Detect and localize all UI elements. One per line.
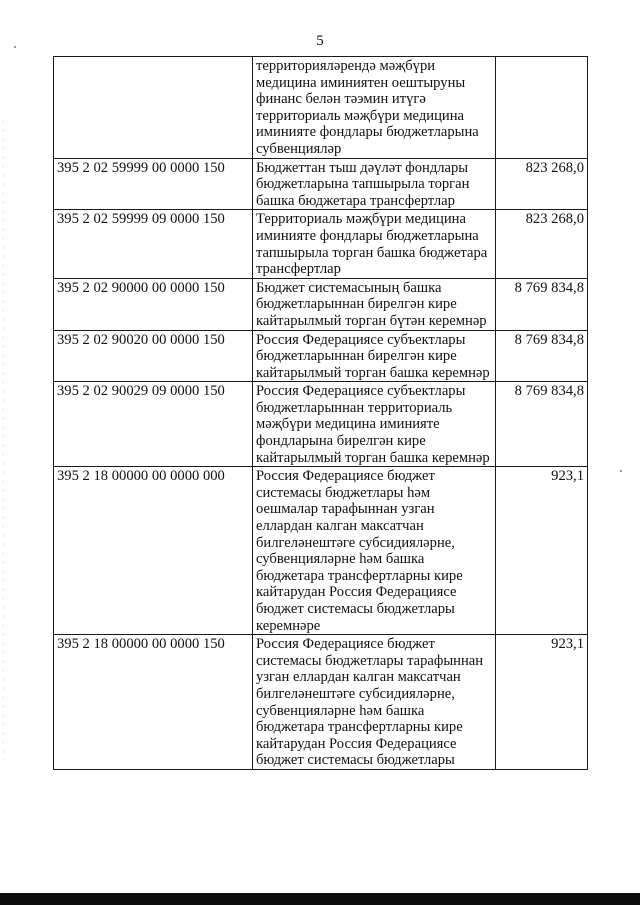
table-row xyxy=(54,278,588,330)
budget-code-cell: 395 2 18 00000 00 0000 000 xyxy=(54,467,253,635)
revenue-name-cell: Территориаль мәҗбүри медицина иминияте фондлары бюджетларына тапшырыла торган башка бюджетара трансфертлар xyxy=(253,210,496,278)
scan-bottom-border xyxy=(0,893,640,905)
amount-cell xyxy=(496,57,588,159)
revenue-name-cell: территорияләрендә мәҗбүри медицина иминиятен оештыруны финанс белән тәэмин итүгә территориаль мәҗбүри медицина иминияте фондлары бюджетларына субвенцияләр xyxy=(253,57,496,159)
table-row xyxy=(54,158,588,210)
amount-cell: 923,1 xyxy=(496,467,588,635)
table-row xyxy=(54,467,588,635)
revenue-name-cell: Россия Федерациясе субъектлары бюджетларыннан территориаль мәҗбүри медицина иминияте фондларына бирелгән кире кайтарылмый торган башка керемнәр xyxy=(253,382,496,467)
amount-cell: 923,1 xyxy=(496,635,588,770)
budget-code-cell: 395 2 18 00000 00 0000 150 xyxy=(54,635,253,770)
table-row xyxy=(54,330,588,382)
budget-code-cell xyxy=(54,57,253,159)
revenue-name-cell: Россия Федерациясе бюджет системасы бюджетлары тарафыннан узган еллардан калган максатчан билгеләнештәге субсидияләрне, субвенцияләрне һәм башка бюджетара трансфертларны кире кайтарудан Россия Федерациясе бюджет системасы бюджетлары xyxy=(253,635,496,770)
scan-edge-artifact xyxy=(3,120,4,760)
budget-code-cell: 395 2 02 90000 00 0000 150 xyxy=(54,278,253,330)
amount-cell: 8 769 834,8 xyxy=(496,330,588,382)
scan-speck xyxy=(620,470,622,472)
budget-code-cell: 395 2 02 59999 09 0000 150 xyxy=(54,210,253,278)
table-row xyxy=(54,210,588,278)
table-row xyxy=(54,57,588,159)
budget-revenue-table xyxy=(53,56,588,770)
revenue-name-cell: Бюджеттан тыш дәүләт фондлары бюджетларына тапшырыла торган башка бюджетара трансфертлар xyxy=(253,158,496,210)
budget-code-cell: 395 2 02 90020 00 0000 150 xyxy=(54,330,253,382)
budget-code-cell: 395 2 02 90029 09 0000 150 xyxy=(54,382,253,467)
table-row xyxy=(54,382,588,467)
table-row xyxy=(54,635,588,770)
page-number: 5 xyxy=(316,33,324,49)
revenue-name-cell: Россия Федерациясе бюджет системасы бюджетлары һәм оешмалар тарафыннан узган еллардан калган максатчан билгеләнештәге субсидияләрне, субвенцияләрне һәм башка бюджетара трансфертларны кире кайтарудан Россия Федерациясе бюджет системасы бюджетлары керемнәре xyxy=(253,467,496,635)
amount-cell: 823 268,0 xyxy=(496,210,588,278)
amount-cell: 8 769 834,8 xyxy=(496,278,588,330)
budget-code-cell: 395 2 02 59999 00 0000 150 xyxy=(54,158,253,210)
revenue-name-cell: Бюджет системасының башка бюджетларыннан бирелгән кире кайтарылмый торган бүтән керемнәр xyxy=(253,278,496,330)
amount-cell: 8 769 834,8 xyxy=(496,382,588,467)
scan-speck xyxy=(14,46,16,48)
amount-cell: 823 268,0 xyxy=(496,158,588,210)
revenue-name-cell: Россия Федерациясе субъектлары бюджетларыннан бирелгән кире кайтарылмый торган башка керемнәр xyxy=(253,330,496,382)
